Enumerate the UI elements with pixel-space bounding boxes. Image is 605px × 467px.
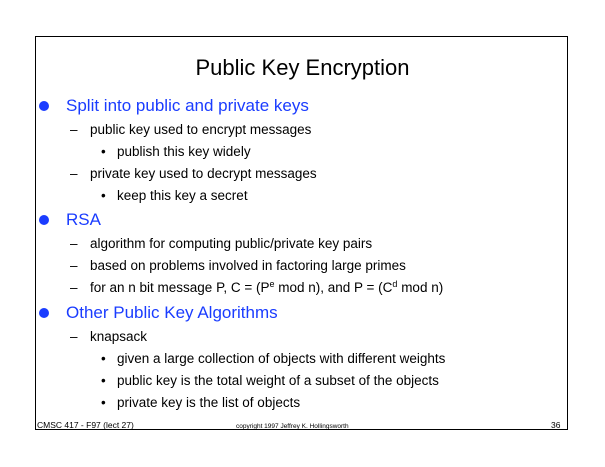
section-heading: Split into public and private keys — [66, 96, 309, 115]
section-heading: Other Public Key Algorithms — [66, 303, 278, 322]
section-heading: RSA — [66, 210, 101, 229]
formula-exponent: e — [269, 279, 275, 289]
bullet-dot — [39, 308, 49, 318]
formula-part: mod n), and P = (C — [274, 280, 393, 295]
dash-marker: – — [70, 122, 78, 137]
list-subitem: public key is the total weight of a subset of the objects — [117, 373, 439, 388]
list-item: private key used to decrypt messages — [90, 166, 317, 181]
bullet-dot — [39, 215, 49, 225]
dash-marker: – — [70, 236, 78, 251]
dash-marker: – — [70, 329, 78, 344]
dash-marker: – — [70, 166, 78, 181]
rsa-formula — [90, 279, 443, 297]
list-item: based on problems involved in factoring large primes — [90, 258, 406, 273]
list-item: knapsack — [90, 329, 148, 344]
dash-marker: – — [70, 280, 78, 295]
list-subitem: given a large collection of objects with different weights — [117, 351, 446, 366]
formula-part: mod n) — [397, 280, 444, 295]
bullet-marker: • — [101, 351, 106, 366]
list-item: public key used to encrypt messages — [90, 122, 312, 137]
bullet-dot — [39, 101, 49, 111]
list-subitem: publish this key widely — [117, 144, 251, 159]
page-number: 36 — [551, 420, 561, 430]
list-subitem: keep this key a secret — [117, 188, 248, 203]
slide-title: Public Key Encryption — [195, 55, 410, 80]
bullet-marker: • — [101, 188, 106, 203]
dash-marker: – — [70, 258, 78, 273]
footer-copyright: copyright 1997 Jeffrey K. Hollingsworth — [236, 423, 349, 430]
list-item: algorithm for computing public/private key pairs — [90, 236, 373, 251]
bullet-marker: • — [101, 373, 106, 388]
formula-part: for an n bit message P, C = (P — [90, 280, 270, 295]
bullet-marker: • — [101, 144, 106, 159]
bullet-marker: • — [101, 395, 106, 410]
formula-exponent: d — [392, 279, 398, 289]
list-subitem: private key is the list of objects — [117, 395, 301, 410]
footer-course: CMSC 417 - F97 (lect 27) — [37, 420, 134, 430]
